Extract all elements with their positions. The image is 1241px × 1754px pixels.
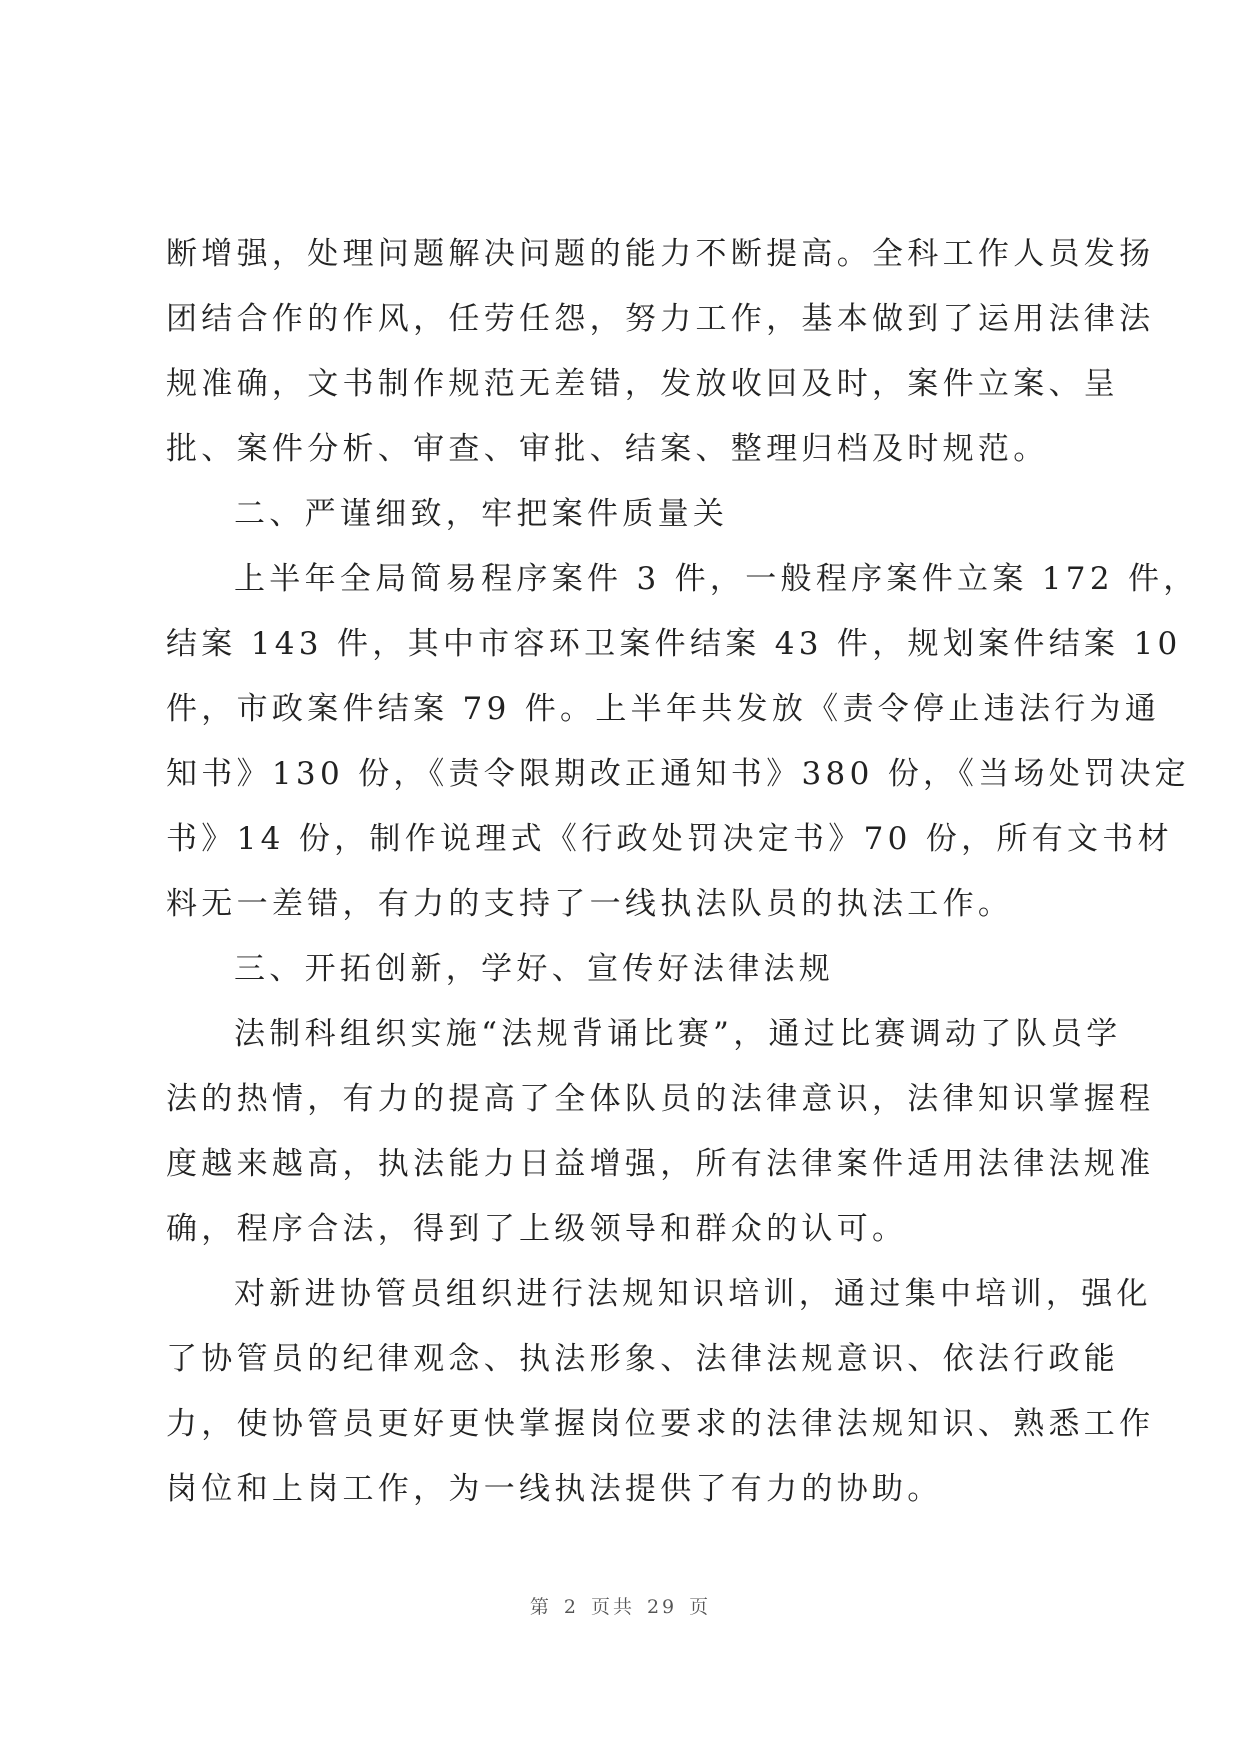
text-line: 法制科组织实施“法规背诵比赛”，通过比赛调动了队员学 [234, 1016, 1122, 1052]
text-line: 确，程序合法，得到了上级领导和群众的认可。 [166, 1211, 908, 1247]
text-line: 对新进协管员组织进行法规知识培训，通过集中培训，强化 [234, 1276, 1152, 1312]
text-line: 法的热情，有力的提高了全体队员的法律意识，法律知识掌握程 [166, 1081, 1155, 1117]
text-line: 了协管员的纪律观念、执法形象、法律法规意识、依法行政能 [166, 1341, 1120, 1377]
text-line: 上半年全局简易程序案件 3 件，一般程序案件立案 172 件， [234, 561, 1199, 597]
footer-prefix: 第 [529, 1596, 552, 1618]
text-line: 度越来越高，执法能力日益增强，所有法律案件适用法律法规准 [166, 1146, 1155, 1182]
text-line: 件，市政案件结案 79 件。上半年共发放《责令停止违法行为通 [166, 691, 1161, 727]
text-line: 书》14 份，制作说理式《行政处罚决定书》70 份，所有文书材 [166, 821, 1173, 857]
text-line: 结案 143 件，其中市容环卫案件结案 43 件，规划案件结案 10 [166, 626, 1182, 662]
current-page-number: 2 [563, 1596, 579, 1618]
text-line: 力，使协管员更好更快掌握岗位要求的法律法规知识、熟悉工作 [166, 1406, 1155, 1442]
text-line: 二、严谨细致，牢把案件质量关 [234, 496, 729, 532]
text-line: 规准确，文书制作规范无差错，发放收回及时，案件立案、呈 [166, 366, 1120, 402]
text-line: 岗位和上岗工作，为一线执法提供了有力的协助。 [166, 1471, 943, 1507]
footer-suffix: 页 [689, 1596, 712, 1618]
text-line: 料无一差错，有力的支持了一线执法队员的执法工作。 [166, 886, 1014, 922]
text-line: 三、开拓创新，学好、宣传好法律法规 [234, 951, 835, 987]
text-line: 知书》130 份，《责令限期改正通知书》380 份，《当场处罚决定 [166, 756, 1190, 792]
text-line: 断增强，处理问题解决问题的能力不断提高。全科工作人员发扬 [166, 236, 1155, 272]
total-pages-number: 29 [646, 1596, 678, 1618]
document-body [166, 222, 1199, 1522]
footer-mid: 页共 [590, 1596, 635, 1618]
page-footer [0, 1592, 1241, 1619]
text-line: 批、案件分析、审查、审批、结案、整理归档及时规范。 [166, 431, 1049, 467]
text-line: 团结合作的作风，任劳任怨，努力工作，基本做到了运用法律法 [166, 301, 1155, 337]
